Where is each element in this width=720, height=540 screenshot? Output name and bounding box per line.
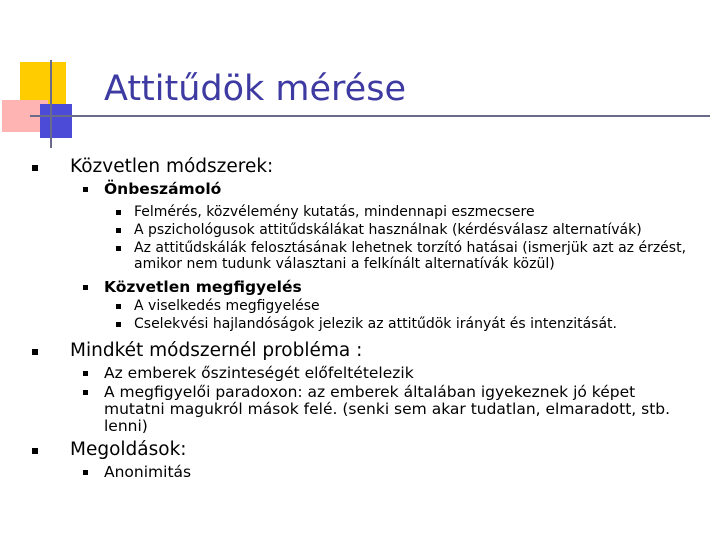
bullet-square-icon (116, 246, 121, 251)
bullet-square-icon (83, 390, 88, 395)
bullet-self-report-item (134, 241, 686, 256)
bullet-square-icon (116, 210, 121, 215)
bullet-text: Mindkét módszernél probléma : (70, 340, 363, 361)
bullet-direct-methods (70, 157, 273, 176)
bullet-square-icon (116, 304, 121, 309)
bullet-square-icon (83, 371, 88, 376)
bullet-problem-item-continuation (104, 418, 148, 434)
bullet-square-icon (32, 448, 38, 454)
bullet-text: Az emberek őszinteségét előfeltételezik (104, 364, 414, 382)
bullet-text: A viselkedés megfigyelése (134, 298, 320, 314)
bullet-text: A megfigyelői paradoxon: az emberek általában igyekeznek jó képet (104, 383, 636, 401)
bullet-solution-item (104, 464, 191, 480)
bullet-problem-item (104, 365, 414, 381)
bullet-square-icon (83, 285, 88, 290)
bullet-text: Az attitűdskálák felosztásának lehetnek torzító hatásai (ismerjük azt az érzést, (134, 240, 687, 256)
bullet-text: Közvetlen módszerek: (70, 156, 274, 177)
bullet-both-methods-problem (70, 341, 362, 360)
bullet-text: Önbeszámoló (104, 180, 222, 198)
slide-title: Attitűdök mérése (104, 69, 406, 109)
bullet-square-icon (83, 470, 88, 475)
bullet-text: Cselekvési hajlandóságok jelezik az attitűdök irányát és intenzitását. (134, 316, 617, 332)
bullet-text: mutatni magukról mások felé. (senki sem akar tudatlan, elmaradott, stb. (104, 400, 671, 418)
bullet-text: Anonimitás (104, 463, 192, 481)
bullet-self-report-item-continuation (134, 257, 555, 272)
bullet-text: Felmérés, közvélemény kutatás, mindennapi eszmecsere (134, 204, 535, 220)
bullet-text: Megoldások: (70, 439, 187, 460)
bullet-text: A pszichológusok attitűdskálákat használnak (kérdésválasz alternatívák) (134, 222, 642, 238)
bullet-square-icon (116, 228, 121, 233)
bullet-square-icon (83, 187, 88, 192)
bullet-self-report (104, 181, 221, 197)
bullet-direct-observation (104, 279, 302, 295)
bullet-text: lenni) (104, 417, 148, 435)
bullet-self-report-item (134, 205, 535, 220)
bullet-solutions (70, 440, 187, 459)
bullet-square-icon (116, 322, 121, 327)
bullet-square-icon (32, 349, 38, 355)
bullet-problem-item-continuation (104, 401, 670, 417)
bullet-self-report-item (134, 223, 642, 238)
bullet-observation-item (134, 299, 320, 314)
bullet-problem-item (104, 384, 635, 400)
bullet-observation-item (134, 317, 617, 332)
bullet-square-icon (32, 165, 38, 171)
bullet-text: amikor nem tudunk választani a felkínált alternatívák közül) (134, 256, 555, 272)
bullet-text: Közvetlen megfigyelés (104, 278, 302, 296)
